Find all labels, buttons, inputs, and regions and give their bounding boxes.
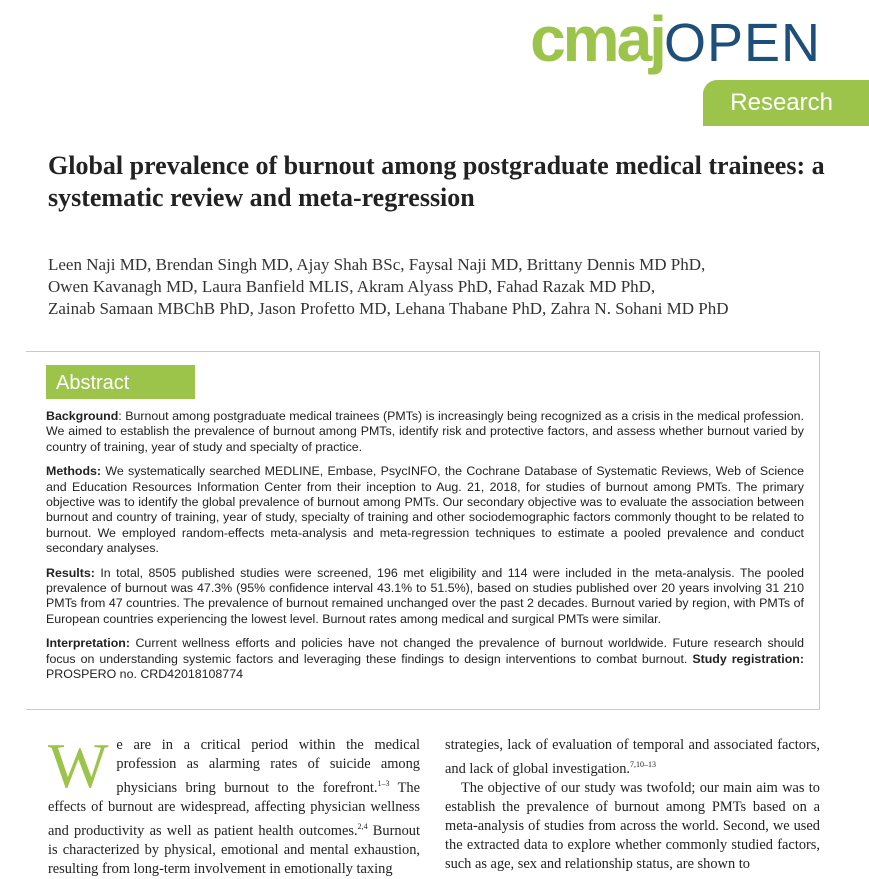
interpretation-text: Current wellness efforts and policies have not changed the prevalence of burnout worldwide. Future research should focus on understanding systemic factors and leveraging these findings to design interventions to combat burnout.	[46, 636, 804, 666]
abstract-heading: Abstract	[46, 365, 195, 399]
abstract-background	[46, 409, 804, 455]
results-label: Results:	[46, 565, 95, 580]
logo-open: OPEN	[663, 13, 821, 73]
methods-text: We systematically searched MEDLINE, Embase, PsycINFO, the Cochrane Database of Systematic Reviews, Web of Science and Education Resources Information Center from their inception to Aug. 21, 2018, for studies of burnout among PMTs. The primary objective was to identify the global prevalence of burnout among PMTs. Our secondary objective was to evaluate the association between burnout and country of training, year of study, specialty of training and other sociodemographic factors commonly thought to be related to burnout. We employed random-effects meta-analysis and meta-regression techniques to estimate a pooled prevalence and conduct secondary analyses.	[46, 464, 804, 556]
drop-cap: W	[48, 730, 109, 801]
right-para-2: The objective of our study was twofold; our main aim was to establish the prevalence of burnout among PMTs based on a meta-analysis of studies from across the world. Second, we used the extracted data to explore whether commonly studied factors, such as age, sex and relationship status, are shown to	[445, 779, 820, 872]
reference-marker: 7,10–13	[630, 760, 657, 769]
abstract-box	[26, 351, 820, 710]
article-title: Global prevalence of burnout among postgraduate medical trainees: a systematic review and meta-regression	[48, 151, 825, 212]
right-para-1: strategies, lack of evaluation of temporal and associated factors, and lack of global investigation.	[445, 737, 820, 777]
author-line: Leen Naji MD, Brendan Singh MD, Ajay Shah BSc, Faysal Naji MD, Brittany Dennis MD PhD,	[48, 255, 706, 274]
background-text: : Burnout among postgraduate medical trainees (PMTs) is increasingly being recognized as a crisis in the medical profession. We aimed to establish the prevalence of burnout among PMTs, identify risk and protective factors, and assess whether burnout varied by country of training, year of study and specialty of practice.	[46, 409, 804, 454]
abstract-results	[46, 566, 804, 628]
journal-logo	[530, 4, 821, 74]
registration-label: Study registration:	[687, 651, 804, 666]
reference-marker: 2,4	[357, 821, 368, 831]
methods-label: Methods:	[46, 464, 102, 479]
author-line: Zainab Samaan MBChB PhD, Jason Profetto MD, Lehana Thabane PhD, Zahra N. Sohani MD PhD	[48, 299, 729, 318]
author-line: Owen Kavanagh MD, Laura Banfield MLIS, Akram Alyass PhD, Fahad Razak MD PhD,	[48, 277, 656, 296]
reference-marker: 1–3	[377, 779, 390, 788]
body-column-left	[48, 730, 420, 879]
author-list	[48, 254, 828, 320]
body-column-right	[445, 736, 820, 874]
results-text: In total, 8505 published studies were screened, 196 met eligibility and 114 were included in the meta-analysis. The pooled prevalence of burnout was 47.3% (95% confidence interval 43.1% to 51.5%), based on studies published over 20 years involving 31 210 PMTs from 47 countries. The prevalence of burnout remained unchanged over the past 2 decades. Burnout varied by region, with PMTs of European countries experiencing the lowest level. Burnout rates among medical and surgical PMTs were similar.	[46, 565, 804, 626]
abstract-interpretation	[46, 636, 804, 682]
registration-text: PROSPERO no. CRD42018108774	[46, 667, 243, 682]
background-label: Background	[46, 409, 119, 423]
interpretation-label: Interpretation:	[46, 636, 130, 651]
intro-text-cont2: Burnout is characterized by physical, emotional and mental exhaustion, resulting from long-term involvement in emotionally taxing	[48, 822, 420, 877]
abstract-methods	[46, 464, 804, 556]
logo-cmaj: cmaj	[530, 3, 664, 75]
intro-text-cont: The effects of burnout are widespread, affecting physician wellness and productivity as well as patient health outcomes.	[48, 779, 420, 839]
abstract-body	[46, 409, 804, 692]
section-label: Research	[703, 80, 869, 126]
intro-text: e are in a critical period within the medical profession as alarming rates of suicide among physicians bring burnout to the forefront.	[116, 737, 420, 796]
